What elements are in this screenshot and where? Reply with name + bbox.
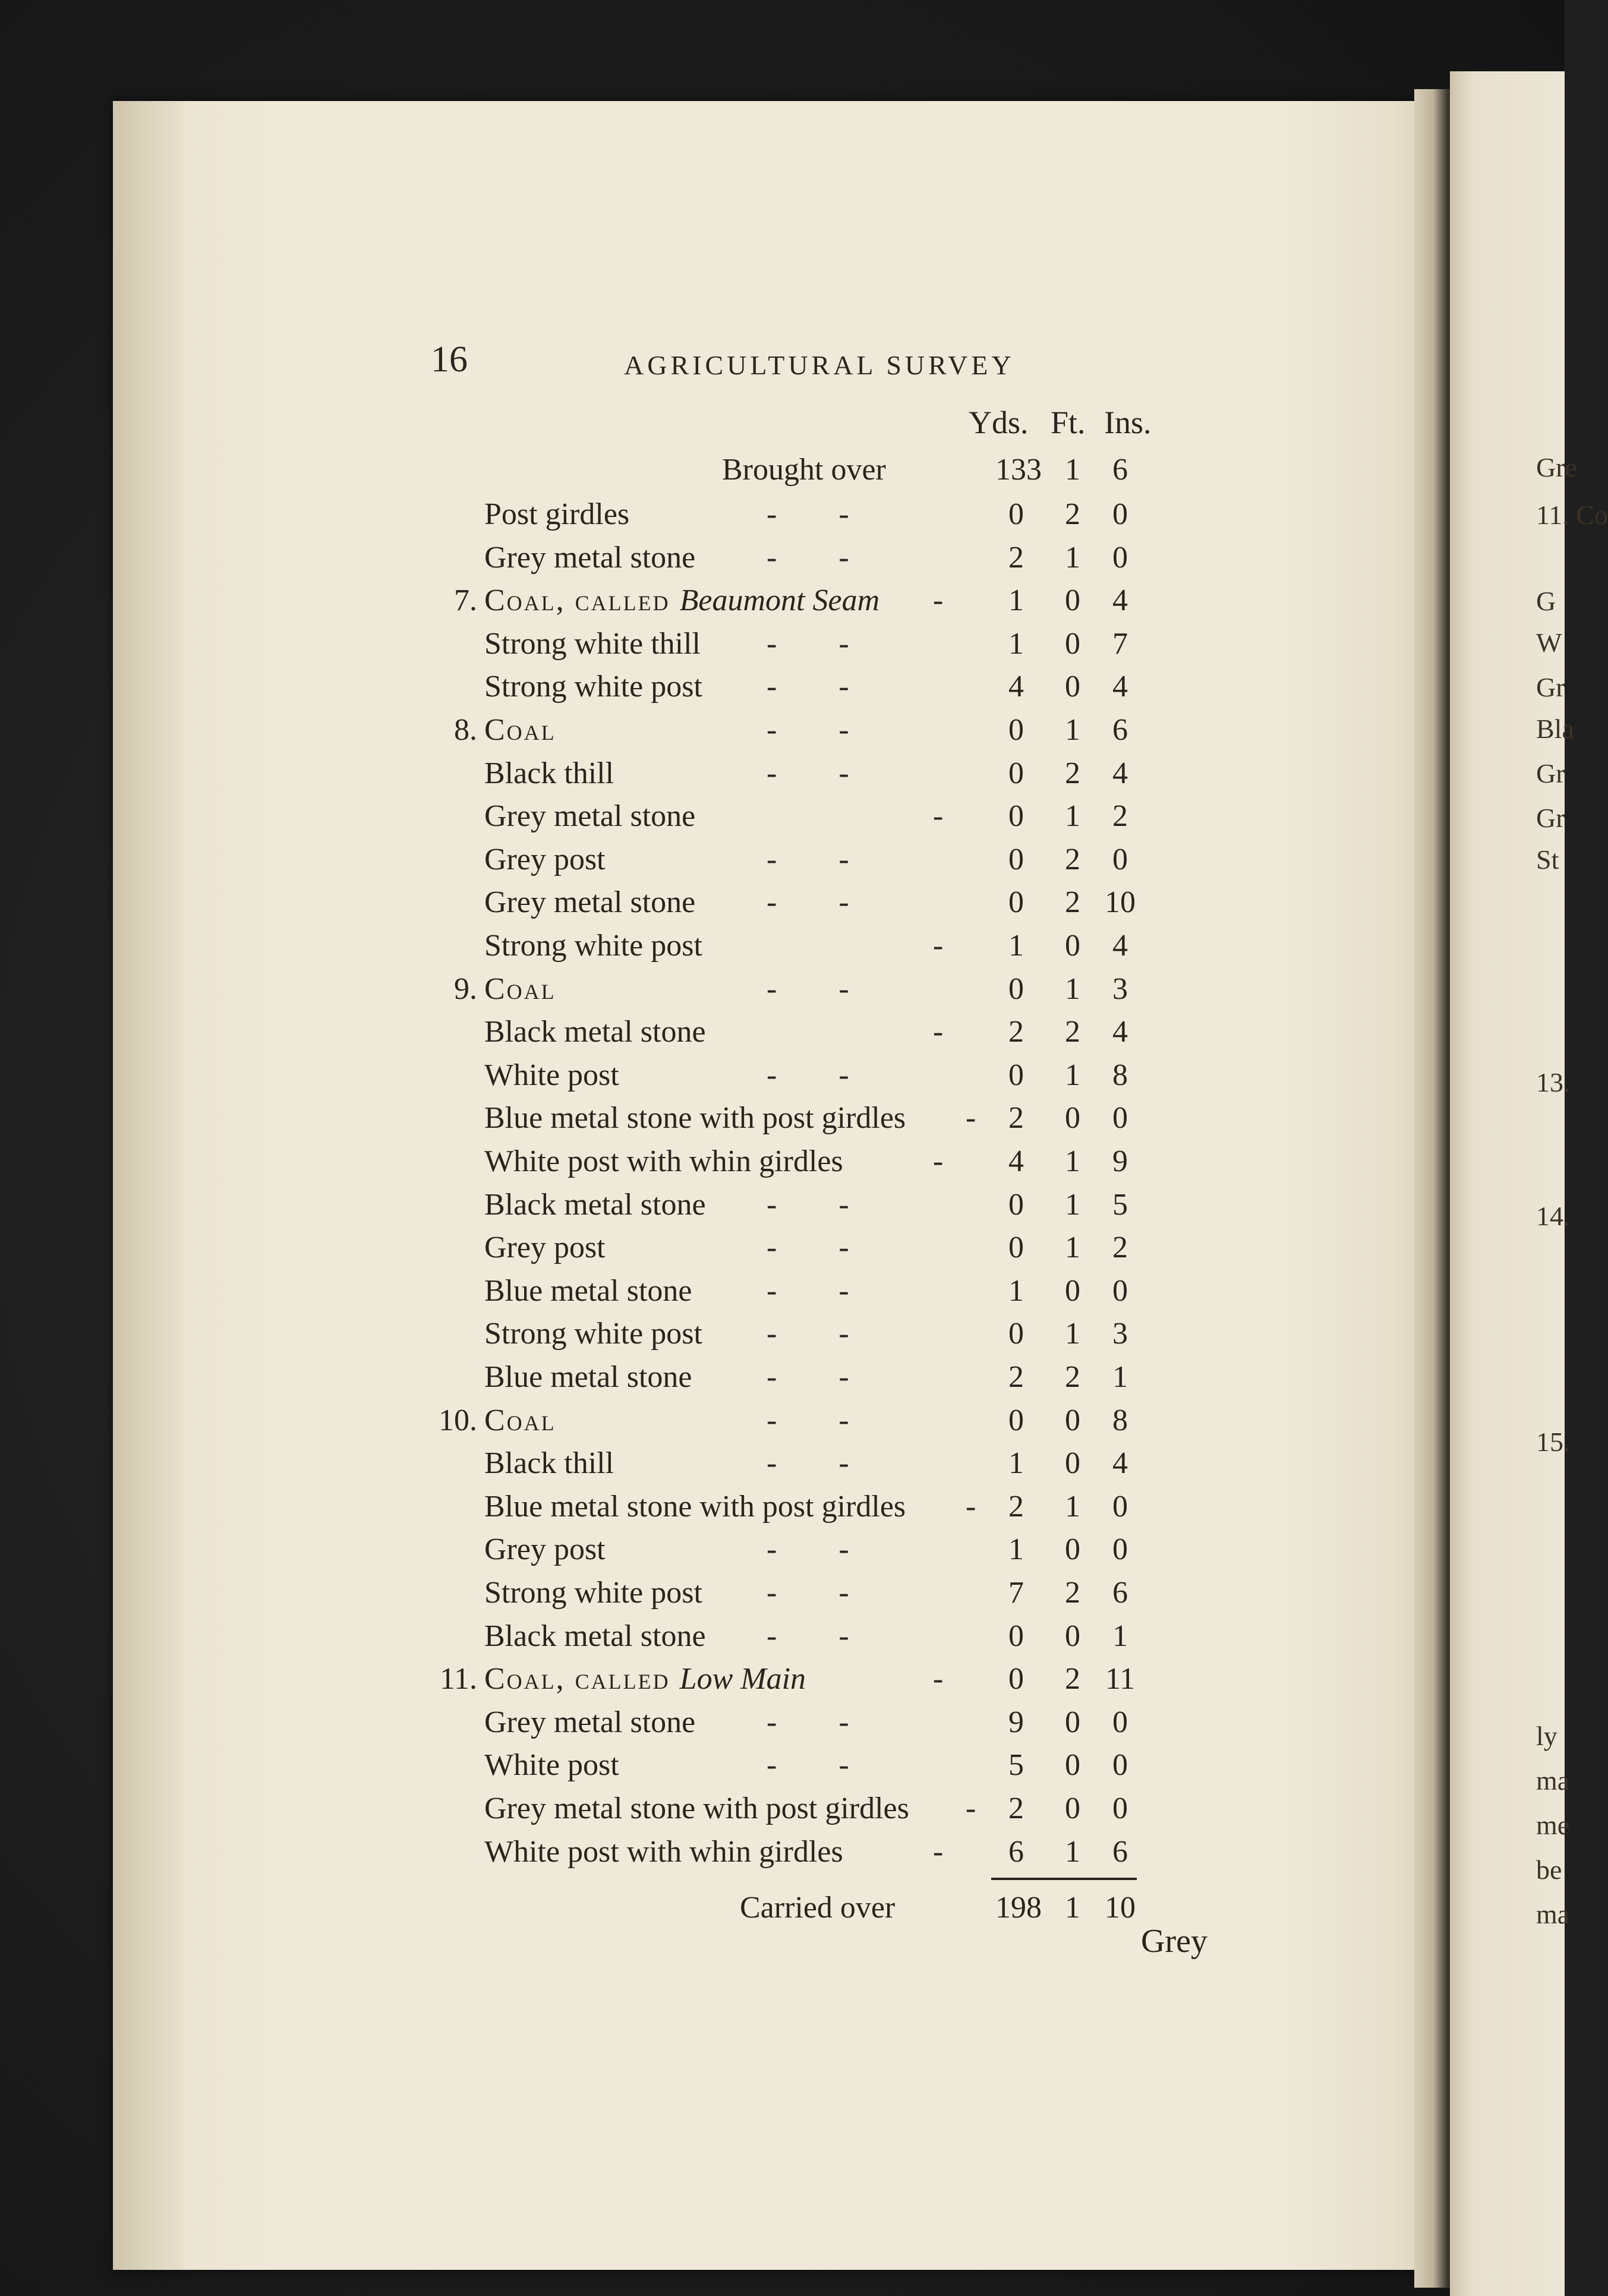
stratum-name: Strong white post bbox=[484, 1576, 702, 1610]
stratum-name: Blue metal stone bbox=[484, 1360, 692, 1394]
value-yards: 1 bbox=[1008, 584, 1024, 617]
value-inches: 2 bbox=[1112, 1231, 1128, 1264]
value-inches: 4 bbox=[1112, 1015, 1128, 1049]
leader-dashes: - - bbox=[767, 1532, 849, 1566]
table-row bbox=[0, 1313, 1565, 1355]
table-row bbox=[0, 752, 1565, 795]
right-page-fragment: 14. bbox=[1536, 1201, 1571, 1231]
leader-dashes: - - bbox=[767, 497, 849, 531]
stratum-name: White post with whin girdles bbox=[484, 1835, 843, 1869]
leader-dashes: - - bbox=[767, 1231, 849, 1264]
value-yards: 0 bbox=[1008, 1619, 1024, 1653]
brought-over-label: Brought over bbox=[722, 453, 886, 487]
leader-dashes: - bbox=[966, 1490, 976, 1524]
value-feet: 0 bbox=[1065, 1792, 1080, 1825]
value-yards: 2 bbox=[1008, 541, 1024, 575]
stratum-label bbox=[484, 1399, 556, 1442]
value-inches: 0 bbox=[1112, 541, 1128, 575]
value-feet: 2 bbox=[1065, 1662, 1080, 1696]
value-yards: 5 bbox=[1008, 1748, 1024, 1782]
leader-dashes: - - bbox=[767, 1446, 849, 1480]
stratum-label bbox=[484, 709, 556, 752]
leader-dashes: - bbox=[966, 1101, 976, 1135]
value-feet: 0 bbox=[1065, 1532, 1080, 1566]
value-feet: 1 bbox=[1065, 972, 1080, 1006]
table-row bbox=[0, 1011, 1565, 1054]
value-yards: 0 bbox=[1008, 1317, 1024, 1351]
value-inches: 10 bbox=[1105, 885, 1136, 919]
table-row bbox=[0, 623, 1565, 666]
stratum-label bbox=[484, 1140, 843, 1183]
stratum-label bbox=[484, 493, 629, 536]
stratum-label bbox=[484, 1097, 906, 1140]
value-feet: 2 bbox=[1065, 497, 1080, 531]
value-inches: 8 bbox=[1112, 1058, 1128, 1092]
stratum-label bbox=[484, 838, 606, 881]
stratum-name: Grey metal stone with post girdles bbox=[484, 1792, 909, 1825]
stratum-name: White post bbox=[484, 1058, 619, 1092]
table-row bbox=[0, 1658, 1565, 1701]
seam-number: 9. bbox=[454, 972, 477, 1006]
right-page-fragment: 11. Co bbox=[1536, 500, 1608, 530]
table-row bbox=[0, 1097, 1565, 1140]
leader-dashes: - - bbox=[767, 1317, 849, 1351]
leader-dashes: - - bbox=[767, 627, 849, 661]
brought-over-feet: 1 bbox=[1065, 453, 1080, 487]
leader-dashes: - - bbox=[767, 1360, 849, 1394]
right-page-fragment: Gr bbox=[1536, 672, 1565, 702]
stratum-label bbox=[484, 1011, 706, 1054]
stratum-name: Coal bbox=[484, 972, 556, 1006]
right-page-fragment: W bbox=[1536, 627, 1562, 658]
stratum-label bbox=[484, 537, 695, 579]
value-feet: 1 bbox=[1065, 1231, 1080, 1264]
stratum-label bbox=[484, 925, 702, 967]
stratum-name: Blue metal stone with post girdles bbox=[484, 1101, 906, 1135]
value-feet: 0 bbox=[1065, 627, 1080, 661]
value-inches: 4 bbox=[1112, 756, 1128, 790]
value-inches: 11 bbox=[1105, 1662, 1136, 1696]
stratum-label bbox=[484, 666, 702, 708]
value-yards: 0 bbox=[1008, 885, 1024, 919]
carried-over-inches: 10 bbox=[1105, 1891, 1136, 1925]
right-page-fragment: 15. bbox=[1536, 1427, 1571, 1457]
value-feet: 0 bbox=[1065, 1619, 1080, 1653]
leader-dashes: - bbox=[933, 799, 944, 833]
right-page-fragment: be bbox=[1536, 1855, 1562, 1885]
table-row bbox=[0, 838, 1565, 881]
value-feet: 0 bbox=[1065, 929, 1080, 963]
value-inches: 8 bbox=[1112, 1404, 1128, 1437]
stratum-name: Blue metal stone with post girdles bbox=[484, 1490, 906, 1524]
stratum-label bbox=[484, 1313, 702, 1355]
value-yards: 4 bbox=[1008, 1144, 1024, 1178]
stratum-name: Grey metal stone bbox=[484, 799, 696, 833]
table-row bbox=[0, 1356, 1565, 1399]
table-row bbox=[0, 493, 1565, 536]
value-yards: 1 bbox=[1008, 929, 1024, 963]
value-feet: 2 bbox=[1065, 843, 1080, 876]
right-page-fragment: Gr bbox=[1536, 758, 1565, 789]
leader-dashes: - - bbox=[767, 1404, 849, 1437]
right-page-fragment: Gre bbox=[1536, 452, 1577, 482]
leader-dashes: - bbox=[933, 584, 944, 617]
leader-dashes: - - bbox=[767, 1188, 849, 1222]
value-yards: 1 bbox=[1008, 1446, 1024, 1480]
table-row bbox=[0, 925, 1565, 967]
sum-rule bbox=[991, 1878, 1137, 1880]
stratum-name: Coal bbox=[484, 1404, 556, 1437]
value-inches: 0 bbox=[1112, 1532, 1128, 1566]
table-row bbox=[0, 1787, 1565, 1830]
stratum-name: Post girdles bbox=[484, 497, 630, 531]
seam-name: Low Main bbox=[679, 1662, 806, 1696]
table-row bbox=[0, 537, 1565, 579]
value-feet: 1 bbox=[1065, 1188, 1080, 1222]
value-yards: 4 bbox=[1008, 670, 1024, 704]
leader-dashes: - bbox=[933, 1144, 944, 1178]
leader-dashes: - - bbox=[767, 843, 849, 876]
seam-number: 10. bbox=[439, 1404, 477, 1437]
stratum-name: White post with whin girdles bbox=[484, 1144, 843, 1178]
value-yards: 0 bbox=[1008, 497, 1024, 531]
value-inches: 2 bbox=[1112, 799, 1128, 833]
value-feet: 1 bbox=[1065, 1058, 1080, 1092]
value-inches: 6 bbox=[1112, 713, 1128, 747]
table-row bbox=[0, 1140, 1565, 1183]
value-inches: 0 bbox=[1112, 1748, 1128, 1782]
stratum-label bbox=[484, 623, 701, 666]
leader-dashes: - - bbox=[767, 1619, 849, 1653]
stratum-name: Strong white post bbox=[484, 670, 702, 704]
value-yards: 7 bbox=[1008, 1576, 1024, 1610]
seam-number: 8. bbox=[454, 713, 477, 747]
value-yards: 0 bbox=[1008, 1058, 1024, 1092]
leader-dashes: - bbox=[933, 929, 944, 963]
value-yards: 0 bbox=[1008, 756, 1024, 790]
leader-dashes: - bbox=[933, 1662, 944, 1696]
carried-over-feet: 1 bbox=[1065, 1891, 1080, 1925]
right-page-fragment: Gr bbox=[1536, 803, 1565, 833]
value-inches: 0 bbox=[1112, 1101, 1128, 1135]
stratum-label bbox=[484, 1528, 606, 1571]
stratum-label bbox=[484, 1270, 692, 1313]
leader-dashes: - - bbox=[767, 1748, 849, 1782]
value-feet: 0 bbox=[1065, 584, 1080, 617]
value-yards: 0 bbox=[1008, 1231, 1024, 1264]
leader-dashes: - - bbox=[767, 713, 849, 747]
stratum-name: Grey metal stone bbox=[484, 885, 696, 919]
brought-over-yards: 133 bbox=[995, 453, 1042, 487]
seam-number: 11. bbox=[439, 1662, 477, 1696]
stratum-name: Strong white post bbox=[484, 1317, 702, 1351]
table-row bbox=[0, 709, 1565, 752]
value-yards: 2 bbox=[1008, 1490, 1024, 1524]
value-feet: 1 bbox=[1065, 1490, 1080, 1524]
value-feet: 1 bbox=[1065, 1835, 1080, 1869]
catchword: Grey bbox=[1141, 1923, 1207, 1960]
brought-over-inches: 6 bbox=[1112, 453, 1128, 487]
stratum-name: Coal, called bbox=[484, 584, 680, 617]
value-yards: 0 bbox=[1008, 1188, 1024, 1222]
table-row bbox=[0, 1701, 1565, 1744]
value-yards: 0 bbox=[1008, 1662, 1024, 1696]
stratum-name: White post bbox=[484, 1748, 619, 1782]
stratum-label bbox=[484, 1442, 614, 1485]
value-yards: 1 bbox=[1008, 627, 1024, 661]
value-inches: 0 bbox=[1112, 1705, 1128, 1739]
stratum-label bbox=[484, 1658, 806, 1701]
stratum-label bbox=[484, 1572, 702, 1614]
value-feet: 2 bbox=[1065, 885, 1080, 919]
leader-dashes: - - bbox=[767, 972, 849, 1006]
value-inches: 3 bbox=[1112, 972, 1128, 1006]
table-row bbox=[0, 1831, 1565, 1874]
right-page-fragment: me bbox=[1536, 1810, 1570, 1840]
value-feet: 0 bbox=[1065, 1748, 1080, 1782]
value-inches: 0 bbox=[1112, 843, 1128, 876]
value-yards: 0 bbox=[1008, 972, 1024, 1006]
table-row bbox=[0, 579, 1565, 622]
right-page-fragment: ma bbox=[1536, 1765, 1570, 1796]
value-inches: 3 bbox=[1112, 1317, 1128, 1351]
table-row bbox=[0, 795, 1565, 838]
value-inches: 0 bbox=[1112, 1792, 1128, 1825]
brought-over-row bbox=[0, 449, 1565, 491]
right-page-fragment: ly bbox=[1536, 1721, 1557, 1751]
stratum-name: Black metal stone bbox=[484, 1619, 706, 1653]
stratum-label bbox=[484, 1787, 909, 1830]
stratum-name: Black metal stone bbox=[484, 1015, 706, 1049]
value-inches: 0 bbox=[1112, 497, 1128, 531]
value-inches: 0 bbox=[1112, 1490, 1128, 1524]
leader-dashes: - - bbox=[767, 756, 849, 790]
table-row bbox=[0, 1486, 1565, 1528]
value-yards: 2 bbox=[1008, 1360, 1024, 1394]
value-yards: 0 bbox=[1008, 799, 1024, 833]
stratum-label bbox=[484, 1184, 706, 1226]
leader-dashes: - - bbox=[767, 885, 849, 919]
value-yards: 2 bbox=[1008, 1101, 1024, 1135]
stratum-label bbox=[484, 968, 556, 1011]
seam-name: Beaumont Seam bbox=[679, 584, 880, 617]
leader-dashes: - - bbox=[767, 1058, 849, 1092]
stratum-name: Grey post bbox=[484, 843, 606, 876]
right-page-fragment: St bbox=[1536, 844, 1559, 875]
stratum-label bbox=[484, 1831, 843, 1874]
value-yards: 2 bbox=[1008, 1792, 1024, 1825]
running-head: AGRICULTURAL SURVEY bbox=[624, 350, 1015, 380]
value-inches: 5 bbox=[1112, 1188, 1128, 1222]
stratum-label bbox=[484, 752, 614, 795]
table-row bbox=[0, 881, 1565, 924]
value-inches: 9 bbox=[1112, 1144, 1128, 1178]
value-yards: 2 bbox=[1008, 1015, 1024, 1049]
seam-number: 7. bbox=[454, 584, 477, 617]
stratum-label bbox=[484, 1486, 906, 1528]
value-feet: 2 bbox=[1065, 1015, 1080, 1049]
page-number: 16 bbox=[431, 339, 468, 380]
stratum-name: Black metal stone bbox=[484, 1188, 706, 1222]
stratum-name: Strong white post bbox=[484, 929, 702, 963]
table-row bbox=[0, 1615, 1565, 1658]
stratum-label bbox=[484, 881, 695, 924]
value-feet: 0 bbox=[1065, 1274, 1080, 1308]
value-inches: 6 bbox=[1112, 1835, 1128, 1869]
stratum-name: Black thill bbox=[484, 1446, 614, 1480]
stratum-label bbox=[484, 1615, 706, 1658]
leader-dashes: - bbox=[933, 1835, 944, 1869]
stratum-name: Blue metal stone bbox=[484, 1274, 692, 1308]
right-page-fragment: ma bbox=[1536, 1899, 1570, 1929]
value-yards: 0 bbox=[1008, 843, 1024, 876]
value-inches: 7 bbox=[1112, 627, 1128, 661]
table-row bbox=[0, 968, 1565, 1011]
value-feet: 1 bbox=[1065, 713, 1080, 747]
value-feet: 0 bbox=[1065, 1404, 1080, 1437]
right-page-fragment: 13. bbox=[1536, 1067, 1571, 1097]
carried-over-label: Carried over bbox=[740, 1891, 896, 1925]
value-inches: 1 bbox=[1112, 1619, 1128, 1653]
table-row bbox=[0, 1399, 1565, 1442]
stratum-label bbox=[484, 1226, 606, 1269]
value-yards: 0 bbox=[1008, 713, 1024, 747]
value-feet: 0 bbox=[1065, 670, 1080, 704]
value-yards: 9 bbox=[1008, 1705, 1024, 1739]
value-feet: 1 bbox=[1065, 1144, 1080, 1178]
value-inches: 6 bbox=[1112, 1576, 1128, 1610]
column-header-feet: Ft. bbox=[1051, 405, 1086, 440]
value-feet: 2 bbox=[1065, 1360, 1080, 1394]
carried-over-row bbox=[0, 1887, 1565, 1929]
leader-dashes: - - bbox=[767, 1576, 849, 1610]
table-row bbox=[0, 1270, 1565, 1313]
value-yards: 1 bbox=[1008, 1532, 1024, 1566]
column-header-yards: Yds. bbox=[969, 405, 1029, 440]
value-feet: 1 bbox=[1065, 799, 1080, 833]
value-feet: 2 bbox=[1065, 756, 1080, 790]
right-page-fragment: Bla bbox=[1536, 714, 1574, 744]
table-row bbox=[0, 1226, 1565, 1269]
stratum-label bbox=[484, 795, 695, 838]
value-yards: 1 bbox=[1008, 1274, 1024, 1308]
table-row bbox=[0, 666, 1565, 708]
leader-dashes: - - bbox=[767, 670, 849, 704]
value-inches: 0 bbox=[1112, 1274, 1128, 1308]
stratum-name: Grey metal stone bbox=[484, 1705, 696, 1739]
carried-over-yards: 198 bbox=[995, 1891, 1042, 1925]
stratum-name: Grey post bbox=[484, 1231, 606, 1264]
table-row bbox=[0, 1054, 1565, 1097]
right-page-fragment: G bbox=[1536, 586, 1556, 616]
value-feet: 1 bbox=[1065, 541, 1080, 575]
stratum-name: Strong white thill bbox=[484, 627, 701, 661]
stratum-name: Coal, called bbox=[484, 1662, 680, 1696]
stratum-name: Coal bbox=[484, 713, 556, 747]
table-row bbox=[0, 1528, 1565, 1571]
value-inches: 4 bbox=[1112, 929, 1128, 963]
value-feet: 0 bbox=[1065, 1446, 1080, 1480]
value-inches: 1 bbox=[1112, 1360, 1128, 1394]
leader-dashes: - bbox=[933, 1015, 944, 1049]
value-inches: 4 bbox=[1112, 1446, 1128, 1480]
leader-dashes: - - bbox=[767, 541, 849, 575]
value-yards: 0 bbox=[1008, 1404, 1024, 1437]
value-inches: 4 bbox=[1112, 670, 1128, 704]
stratum-label bbox=[484, 1701, 695, 1744]
table-row bbox=[0, 1572, 1565, 1614]
leader-dashes: - - bbox=[767, 1705, 849, 1739]
column-header-inches: Ins. bbox=[1104, 405, 1152, 440]
stratum-name: Black thill bbox=[484, 756, 614, 790]
stratum-label bbox=[484, 1054, 619, 1097]
value-yards: 6 bbox=[1008, 1835, 1024, 1869]
leader-dashes: - - bbox=[767, 1274, 849, 1308]
table-row bbox=[0, 1184, 1565, 1226]
table-row bbox=[0, 1442, 1565, 1485]
table-row bbox=[0, 1744, 1565, 1787]
leader-dashes: - bbox=[966, 1792, 976, 1825]
value-feet: 0 bbox=[1065, 1705, 1080, 1739]
stratum-name: Grey metal stone bbox=[484, 541, 696, 575]
value-feet: 2 bbox=[1065, 1576, 1080, 1610]
stratum-label bbox=[484, 1744, 619, 1787]
stratum-label bbox=[484, 579, 879, 622]
value-feet: 0 bbox=[1065, 1101, 1080, 1135]
value-inches: 4 bbox=[1112, 584, 1128, 617]
value-feet: 1 bbox=[1065, 1317, 1080, 1351]
stratum-name: Grey post bbox=[484, 1532, 606, 1566]
stratum-label bbox=[484, 1356, 692, 1399]
